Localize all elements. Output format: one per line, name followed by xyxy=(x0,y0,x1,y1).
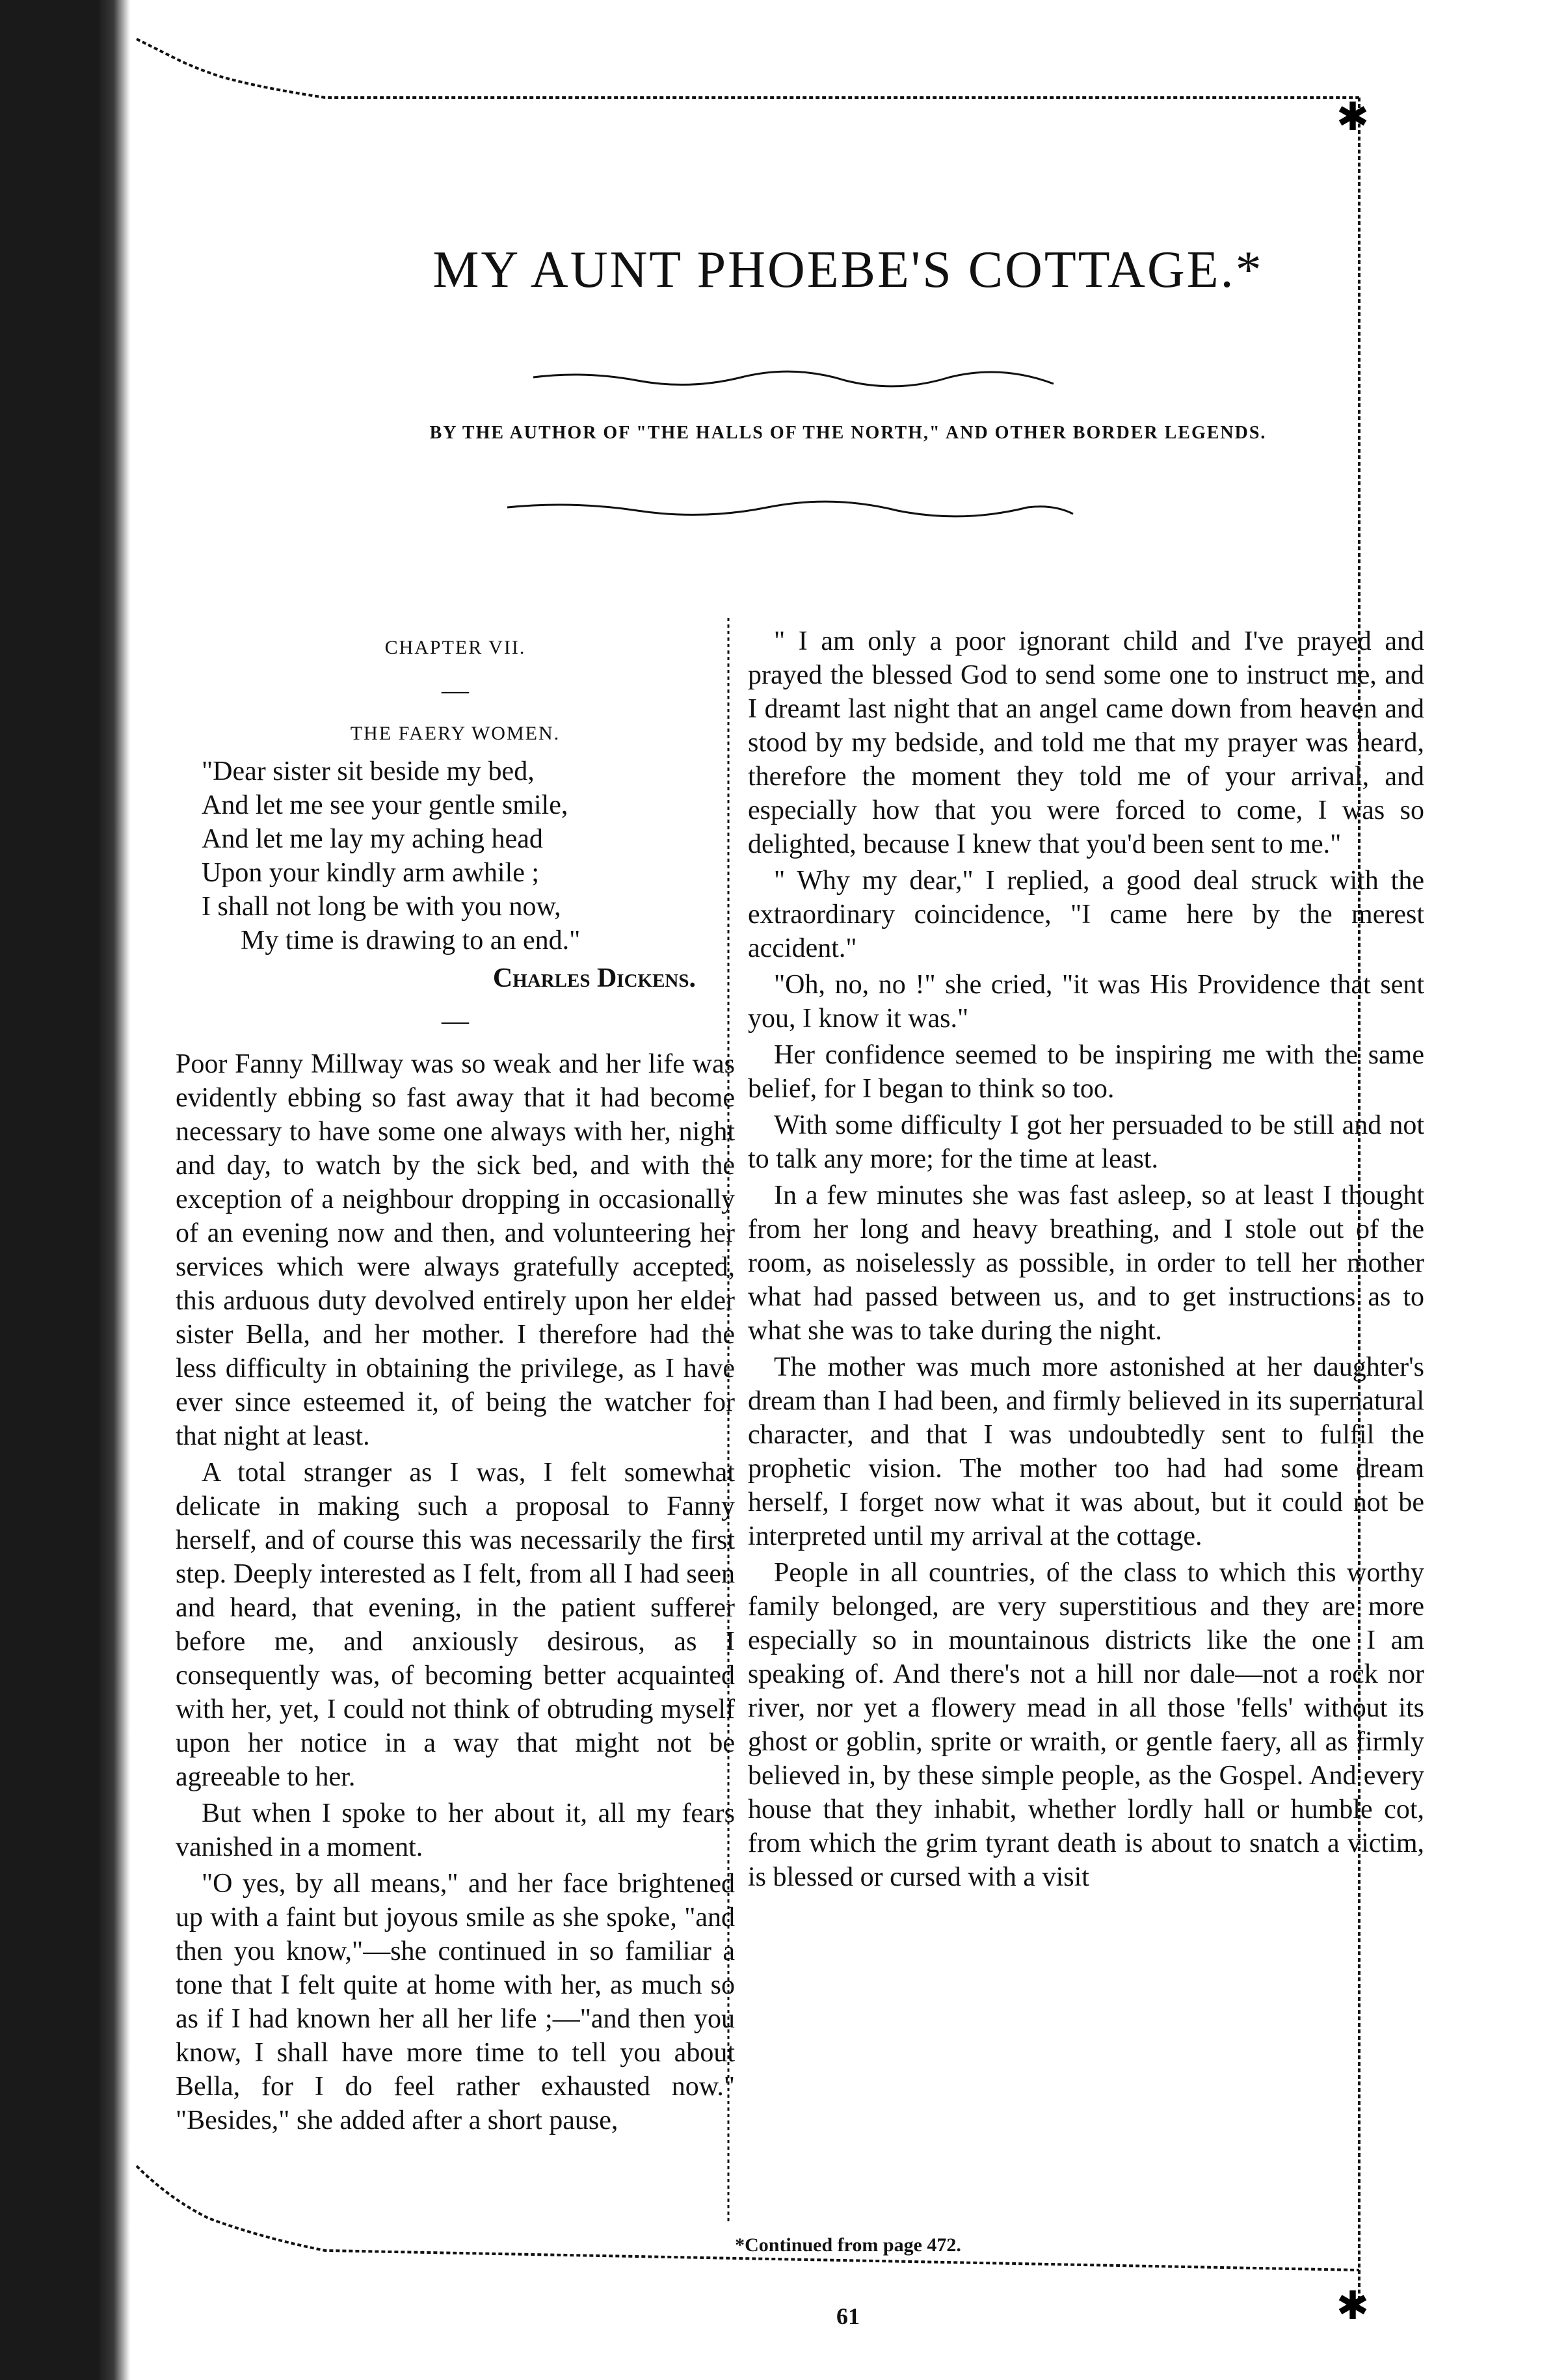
book-page xyxy=(130,0,1566,2380)
paragraph: In a few minutes she was fast asleep, so at least I thought from her long and heavy breathing, and I stole out of the room, as noiselessly as possible, in order to tell her mother what had passed between us, and to get instructions as to what she was to take during the night. xyxy=(748,1181,1424,1346)
paragraph: The mother was much more astonished at her daughter's dream than I had been, and firmly believed in its supernatural character, and that I was undoubtedly sent to fulfil the prophetic vision. The mother too had had some dream herself, I forget now what it was about, but it could not be interpreted until my arrival at the cottage. xyxy=(748,1352,1424,1551)
chapter-heading: CHAPTER VII. xyxy=(384,637,526,658)
paragraph: Poor Fanny Millway was so weak and her life was evidently ebbing so fast away that it had become necessary to have some one always with her, night and day, to watch by the sick bed, and with the exception of a neighbour dropping in occasionally of an evening now and then, and volunteering her services which were always gratefully accepted, this arduous duty devolved entirely upon her elder sister Bella, and her mother. I therefore had the less difficulty in obtaining the privilege, as I have ever since esteemed it, of being the watcher for that night at least. xyxy=(176,1049,735,1451)
paragraph: But when I spoke to her about it, all my fears vanished in a moment. xyxy=(176,1798,735,1862)
verse-attribution: Charles Dickens. xyxy=(492,963,696,993)
epigraph-verse xyxy=(202,755,735,957)
article-byline: BY THE AUTHOR OF "THE HALLS OF THE NORTH," AND OTHER BORDER LEGENDS. xyxy=(429,423,1267,443)
svg-text:✱: ✱ xyxy=(1336,94,1370,140)
dash-divider: — xyxy=(442,1006,469,1036)
paragraph: " Why my dear," I replied, a good deal struck with the extraordinary coincidence, "I came here by the merest accident." xyxy=(748,866,1424,963)
article-title: MY AUNT PHOEBE'S COTTAGE.* xyxy=(432,241,1264,299)
left-column xyxy=(176,624,735,2140)
paragraph: " I am only a poor ignorant child and I've prayed and prayed the blessed God to send some one to instruct me, and I dreamt last night that an angel came down from heaven and stood by my bedside, and told me that my prayer was heard, therefore the moment they told me of your arrival, and especially how that you were forced to come, I was so delighted, because I knew that you'd been sent to me." xyxy=(748,626,1424,859)
paragraph: "O yes, by all means," and her face brightened up with a faint but joyous smile as she spoke, "and then you know,"—she continued in so familiar a tone that I felt quite at home with her, as much so as if I had known her all her life ;—"and then you know, I shall have more time to tell you about Bella, for I do feel rather exhausted now." "Besides," she added after a short pause, xyxy=(176,1869,735,2135)
paragraph: A total stranger as I was, I felt somewhat delicate in making such a proposal to Fanny herself, and of course this was necessarily the first step. Deeply interested as I felt, from all I had seen and heard, that evening, in the patient sufferer before me, and anxiously desirous, as I consequently was, of becoming better acquainted with her, yet, I could not think of obtruding myself upon her notice in a way that might not be agreeable to her. xyxy=(176,1458,735,1792)
verse-line: Upon your kindly arm awhile ; xyxy=(202,858,540,888)
svg-text:✱: ✱ xyxy=(1336,2283,1370,2329)
paragraph: People in all countries, of the class to which this worthy family belonged, are very superstitious and they are more especially so in mountainous districts like the one I am speaking of. And there's not a hill nor dale—not a rock nor river, nor yet a flowery mead in all those 'fells' without its ghost or goblin, sprite or wraith, or gentle faery, all as firmly believed in, by these simple people, as the Gospel. And every house that they inhabit, whether lordly hall or humble cot, from which the grim tyrant death is about to snatch a victim, is blessed or cursed with a visit xyxy=(748,1558,1424,1892)
footnote: *Continued from page 472. xyxy=(735,2234,961,2256)
verse-line: My time is drawing to an end." xyxy=(241,926,581,956)
paragraph: "Oh, no, no !" she cried, "it was His Providence that sent you, I know it was." xyxy=(748,970,1424,1034)
book-spine-shadow xyxy=(0,0,130,2380)
dash-divider: — xyxy=(442,676,469,706)
chapter-title: THE FAERY WOMEN. xyxy=(350,723,561,744)
right-column xyxy=(748,624,1424,1897)
page-number: 61 xyxy=(836,2303,860,2329)
paragraph: With some difficulty I got her persuaded to be still and not to talk any more; for the time at least. xyxy=(748,1110,1424,1174)
paragraph: Her confidence seemed to be inspiring me with the same belief, for I began to think so too. xyxy=(748,1040,1424,1104)
verse-line: "Dear sister sit beside my bed, xyxy=(202,756,535,786)
verse-line: And let me lay my aching head xyxy=(202,824,543,854)
verse-line: And let me see your gentle smile, xyxy=(202,790,568,820)
verse-line: I shall not long be with you now, xyxy=(202,892,561,922)
